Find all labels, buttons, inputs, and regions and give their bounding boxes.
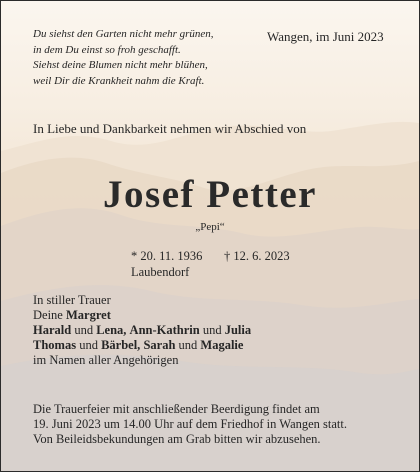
family-line (33, 338, 251, 353)
spouse-line (33, 308, 251, 323)
death-date: † 12. 6. 2023 (224, 249, 290, 263)
family-line (33, 323, 251, 338)
conjunction: und (74, 323, 94, 337)
mourners-block (33, 293, 251, 368)
family-name: Sarah (143, 338, 176, 352)
mourners-closing: im Namen aller Angehörigen (33, 353, 179, 367)
family-name: Bärbel, (101, 338, 141, 352)
spouse-name: Margret (65, 308, 111, 322)
funeral-line: 19. Juni 2023 um 14.00 Uhr auf dem Friedhof in Wangen statt. (33, 417, 348, 431)
family-name: Lena, (96, 323, 127, 337)
funeral-info (33, 402, 347, 447)
spouse-prefix: Deine (33, 308, 63, 322)
mourning-line: In stiller Trauer (33, 293, 111, 307)
farewell-intro: In Liebe und Dankbarkeit nehmen wir Abschied von (33, 121, 307, 136)
deceased-nickname: „Pepi“ (195, 221, 225, 233)
poem-line: in dem Du einst so froh geschafft. (33, 43, 181, 56)
family-name: Magalie (200, 338, 244, 352)
conjunction: und (202, 323, 222, 337)
deceased-name: Josef Petter (103, 173, 317, 216)
conjunction: und (178, 338, 198, 352)
conjunction: und (79, 338, 98, 352)
place-date: Wangen, im Juni 2023 (267, 29, 384, 44)
funeral-line: Von Beileidsbekundungen am Grab bitten wir abzusehen. (33, 432, 321, 446)
family-name: Julia (224, 323, 252, 337)
family-name: Ann-Kathrin (129, 323, 200, 337)
poem-line: Du siehst den Garten nicht mehr grünen, (33, 28, 214, 40)
birth-date: * 20. 11. 1936 (131, 249, 203, 263)
poem-line: weil Dir die Krankheit nahm die Kraft. (33, 74, 205, 87)
family-name: Harald (33, 323, 72, 337)
family-name: Thomas (33, 338, 77, 352)
poem (33, 27, 214, 89)
funeral-line: Die Trauerfeier mit anschließender Beerdigung findet am (33, 402, 320, 416)
poem-line: Siehst deine Blumen nicht mehr blühen, (33, 59, 208, 71)
birth-place: Laubendorf (131, 265, 190, 279)
